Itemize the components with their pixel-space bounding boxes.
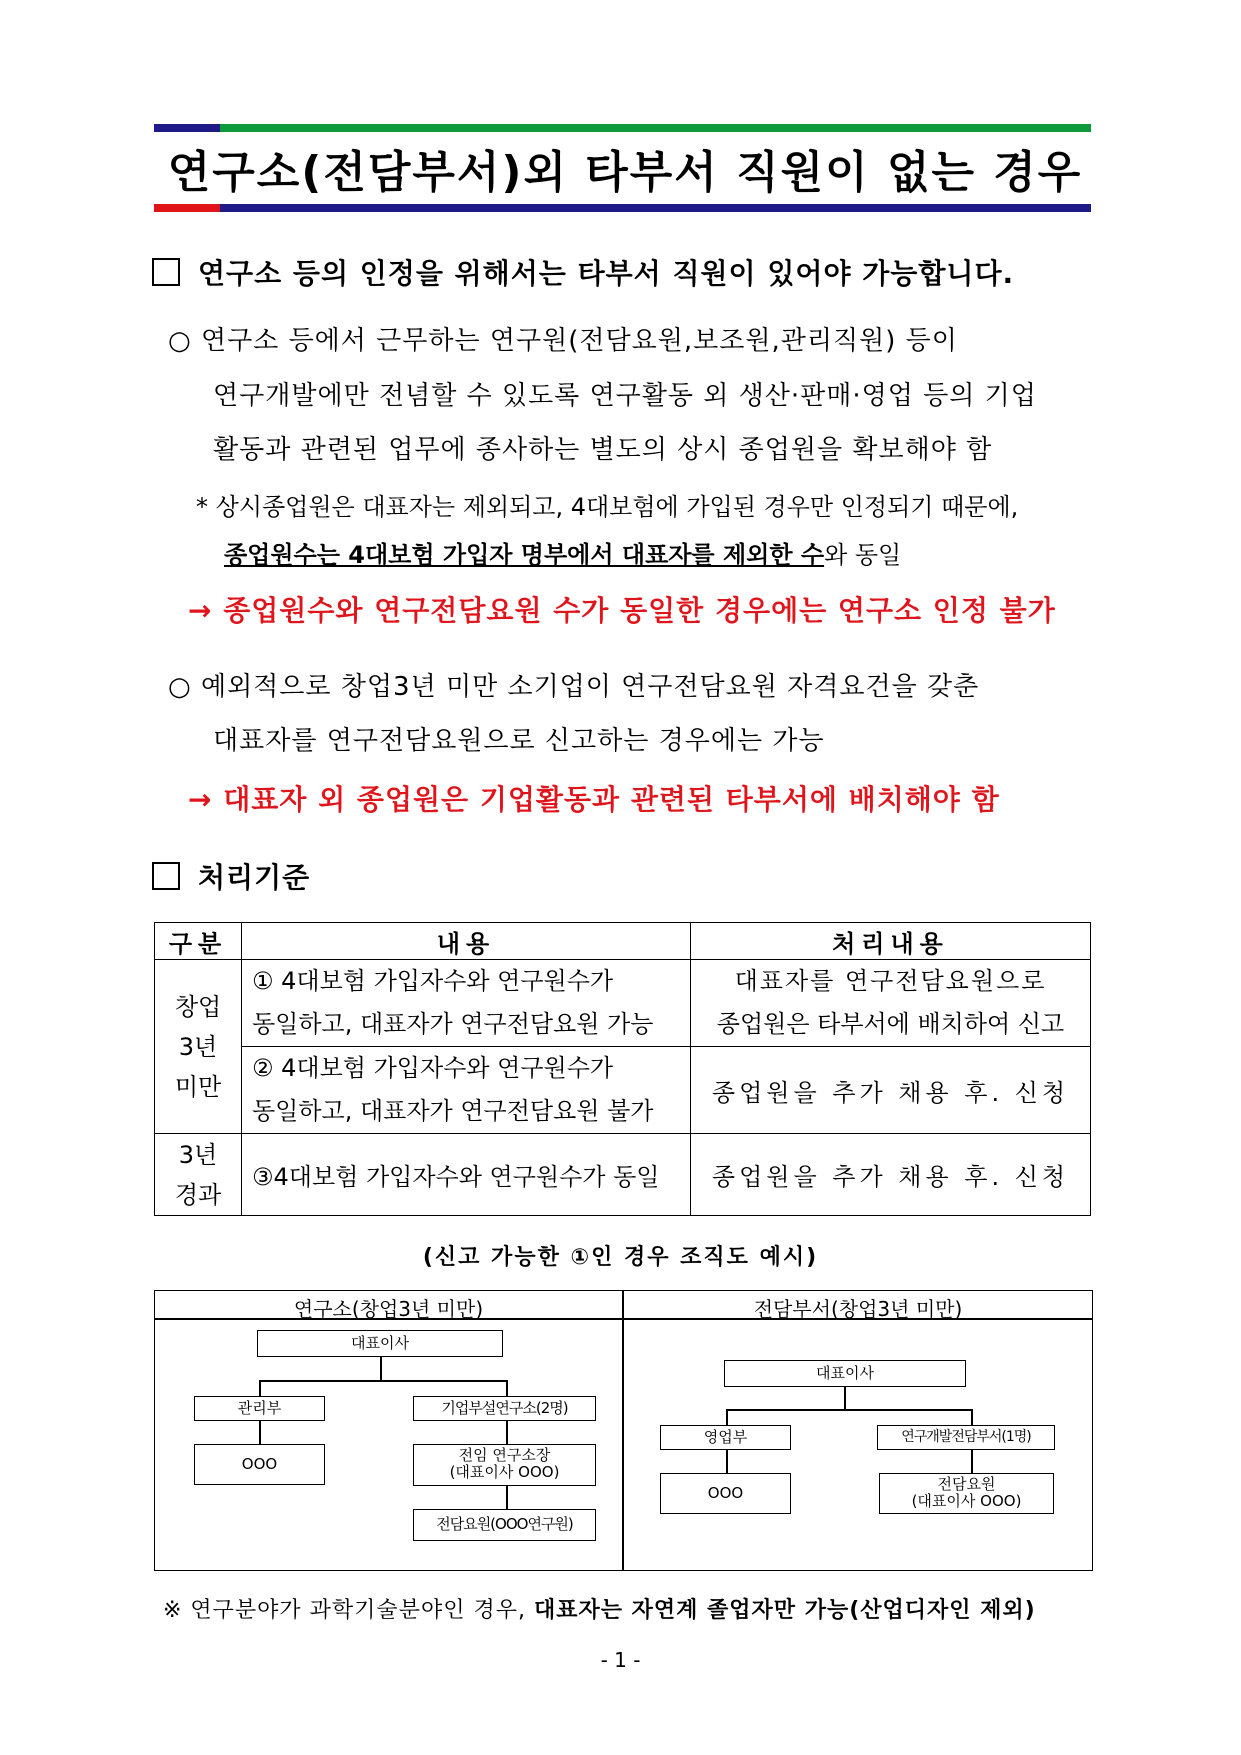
title-bar-top-navy [154,124,220,132]
section2-heading: 처리기준 [152,856,310,896]
table-row [155,1047,1091,1134]
connector-line [971,1409,973,1425]
criteria-table [154,922,1091,1216]
bullet1-line1: ○ 연구소 등에서 근무하는 연구원(전담요원,보조원,관리직원) 등이 [168,326,958,356]
arrow-note-1: → 종업원수와 연구전담요원 수가 동일한 경우에는 연구소 인정 불가 [188,594,1056,627]
title-bar-top-green [220,124,1091,132]
connector-line [971,1450,973,1473]
title-bar-bottom-red [154,204,220,212]
org-right-sales-staff: OOO [660,1473,791,1514]
arrow-note-2: → 대표자 외 종업원은 기업활동과 관련된 타부서에 배치해야 함 [188,783,1000,816]
org-right-header: 전담부서(창업3년 미만) [753,1297,963,1321]
table-header-content: 내용 [242,923,691,960]
page-number: - 1 - [600,1648,641,1672]
row2-action: 종업원을 추가 채용 후. 신청 [691,1047,1091,1134]
bullet2-line2: 대표자를 연구전담요원으로 신고하는 경우에는 가능 [213,726,825,756]
note-line2-bold: 종업원수는 4대보험 가입자 명부에서 대표자를 제외한 수 [224,541,825,569]
note-line2-rest: 와 동일 [824,541,902,569]
table-row [155,1134,1091,1216]
org-left-lab-head: 전임 연구소장 (대표이사 OOO) [413,1444,596,1486]
org-caption: (신고 가능한 ①인 경우 조직도 예시) [422,1245,819,1270]
table-header-category: 구분 [155,923,242,960]
org-left-admin: 관리부 [194,1396,325,1421]
org-right-staff: 전담요원 (대표이사 OOO) [879,1473,1054,1514]
row2-content-line2: 동일하고, 대표자가 연구전담요원 불가 [252,1097,654,1125]
org-column-divider [622,1291,624,1570]
connector-line [259,1380,261,1396]
footnote: ※ 연구분야가 과학기술분야인 경우, 대표자는 자연계 졸업자만 가능(산업디자인 제외) [163,1598,1036,1623]
group-label-over3: 3년 경과 [174,1140,222,1209]
org-right-dept: 연구개발전담부서(1명) [877,1425,1055,1450]
org-right-sales: 영업부 [660,1425,791,1450]
bullet1-line3: 활동과 관련된 업무에 종사하는 별도의 상시 종업원을 확보해야 함 [213,435,993,465]
org-left-researcher: 전담요원(OOO연구원) [413,1509,596,1541]
row1-content-line2: 동일하고, 대표자가 연구전담요원 가능 [252,1010,654,1038]
org-left-admin-staff: OOO [194,1444,325,1485]
checkbox-square-icon [152,862,180,890]
section1-heading: 연구소 등의 인정을 위해서는 타부서 직원이 있어야 가능합니다. [152,252,1014,292]
row1-action-line1: 대표자를 연구전담요원으로 [734,967,1047,995]
connector-line [506,1421,508,1444]
connector-line [506,1380,508,1396]
org-left-lab: 기업부설연구소(2명) [413,1396,596,1421]
org-left-ceo: 대표이사 [257,1330,503,1357]
group-label-under3: 창업 3년 미만 [174,992,222,1101]
row1-content-line1: ① 4대보험 가입자수와 연구원수가 [252,967,614,995]
page-title: 연구소(전담부서)외 타부서 직원이 없는 경우 [167,147,1083,198]
connector-line [380,1357,382,1381]
row3-content: ③4대보험 가입자수와 연구원수가 동일 [242,1134,691,1216]
bullet2-line1: ○ 예외적으로 창업3년 미만 소기업이 연구전담요원 자격요건을 갖춘 [168,672,980,702]
org-right-ceo: 대표이사 [724,1360,966,1387]
table-row [155,960,1091,1047]
row2-content-line1: ② 4대보험 가입자수와 연구원수가 [252,1054,614,1082]
connector-line [506,1486,508,1509]
org-left-header: 연구소(창업3년 미만) [293,1297,484,1321]
bullet1-line2: 연구개발에만 전념할 수 있도록 연구활동 외 생산·판매·영업 등의 기업 [213,381,1037,411]
connector-line [726,1409,728,1425]
checkbox-square-icon [152,258,180,286]
connector-line [726,1450,728,1473]
org-chart-panel [154,1290,1093,1571]
table-header-action: 처리내용 [691,923,1091,960]
connector-line [844,1387,846,1410]
connector-line [259,1421,261,1444]
title-bar-bottom-navy [220,204,1091,212]
note-line1: * 상시종업원은 대표자는 제외되고, 4대보험에 가입된 경우만 인정되기 때문에, [196,493,1019,521]
note-line2 [224,535,901,570]
row3-action: 종업원을 추가 채용 후. 신청 [691,1134,1091,1216]
row1-action-line2: 종업원은 타부서에 배치하여 신고 [716,1010,1065,1038]
connector-line [259,1380,507,1382]
connector-line [726,1409,972,1411]
